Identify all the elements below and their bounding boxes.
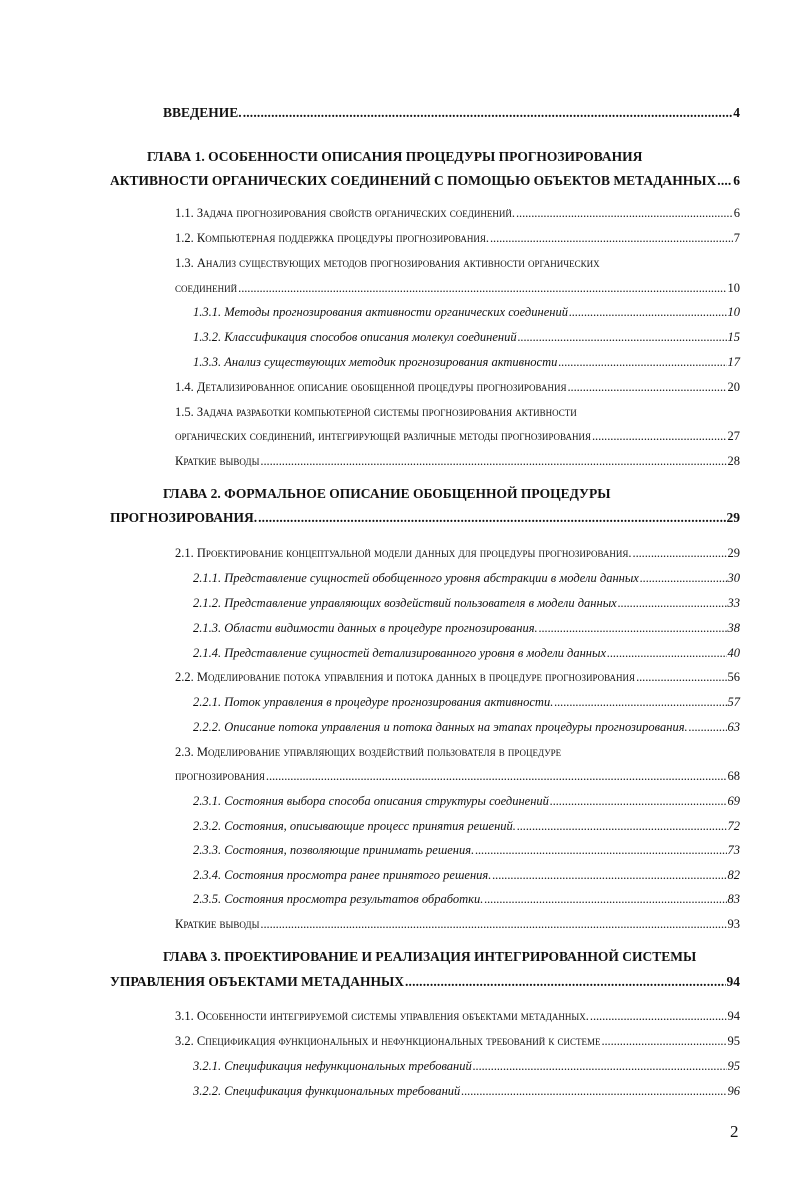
toc-entry-page: 95 <box>727 1034 740 1048</box>
dot-leader <box>258 509 725 527</box>
toc-entry[interactable] <box>193 644 740 662</box>
toc-entry[interactable] <box>193 594 740 612</box>
toc-entry-page: 7 <box>733 231 740 245</box>
toc-entry[interactable] <box>193 303 740 321</box>
toc-entry-title: соединений <box>175 281 238 295</box>
toc-entry-title: ГЛАВА 2. ФОРМАЛЬНОЕ ОПИСАНИЕ ОБОБЩЕННОЙ ПРОЦЕДУРЫ <box>163 486 611 501</box>
toc-entry[interactable] <box>175 378 740 396</box>
toc-entry-page: 17 <box>727 355 740 369</box>
toc-entry-title: 2.3. Моделирование управляющих воздействий пользователя в процедуре <box>175 745 562 759</box>
toc-entry-page: 10 <box>727 305 740 319</box>
toc-entry-page: 82 <box>727 868 740 882</box>
toc-entry-page: 72 <box>727 819 740 833</box>
dot-leader <box>636 668 726 686</box>
toc-entry[interactable] <box>175 915 740 933</box>
toc-entry[interactable] <box>193 1082 740 1100</box>
dot-leader <box>633 544 727 562</box>
toc-entry[interactable] <box>175 204 740 222</box>
toc-entry[interactable] <box>193 353 740 371</box>
toc-entry[interactable] <box>110 973 740 991</box>
toc-entry[interactable] <box>175 1007 740 1025</box>
toc-entry-title: 2.3.2. Состояния, описывающие процесс принятия решений. <box>193 819 516 833</box>
toc-entry[interactable] <box>175 743 561 761</box>
toc-entry[interactable] <box>193 792 740 810</box>
toc-entry-page: 63 <box>727 720 740 734</box>
dot-leader <box>516 204 733 222</box>
dot-leader <box>492 866 726 884</box>
toc-entry-title: УПРАВЛЕНИЯ ОБЪЕКТАМИ МЕТАДАННЫХ <box>110 974 404 989</box>
toc-entry[interactable] <box>163 948 696 966</box>
toc-entry[interactable] <box>175 403 577 421</box>
dot-leader <box>689 718 727 736</box>
toc-entry-title: 1.5. Задача разработки компьютерной системы прогнозирования активности <box>175 405 577 419</box>
toc-entry[interactable] <box>175 668 740 686</box>
toc-entry-title: 2.1.1. Представление сущностей обобщенного уровня абстракции в модели данных <box>193 571 639 585</box>
toc-entry-title: 2.3.3. Состояния, позволяющие принимать решения. <box>193 843 475 857</box>
toc-entry-title: ГЛАВА 1. ОСОБЕННОСТИ ОПИСАНИЯ ПРОЦЕДУРЫ ПРОГНОЗИРОВАНИЯ <box>147 149 643 164</box>
dot-leader <box>517 817 727 835</box>
toc-entry-title: 3.2.1. Спецификация нефункциональных требований <box>193 1059 472 1073</box>
dot-leader <box>717 172 732 190</box>
toc-entry-title: 2.1.4. Представление сущностей детализированного уровня в модели данных <box>193 646 607 660</box>
toc-entry[interactable] <box>175 279 740 297</box>
toc-entry-title: ГЛАВА 3. ПРОЕКТИРОВАНИЕ И РЕАЛИЗАЦИЯ ИНТЕГРИРОВАННОЙ СИСТЕМЫ <box>163 949 697 964</box>
dot-leader <box>569 303 727 321</box>
toc-entry-title: 2.2.2. Описание потока управления и потока данных на этапах процедуры прогнозирования. <box>193 720 688 734</box>
page-number: 2 <box>730 1122 739 1141</box>
toc-entry[interactable] <box>193 693 740 711</box>
toc-entry-title: 1.4. Детализированное описание обобщенной процедуры прогнозирования <box>175 380 567 394</box>
toc-entry-title: ВВЕДЕНИЕ. <box>163 105 242 120</box>
dot-leader <box>405 973 726 991</box>
toc-entry-title: 2.1.3. Области видимости данных в процедуре прогнозирования. <box>193 621 538 635</box>
toc-entry-page: 4 <box>733 105 740 120</box>
toc-entry[interactable] <box>193 718 740 736</box>
toc-entry[interactable] <box>193 866 740 884</box>
dot-leader <box>260 452 726 470</box>
toc-entry[interactable] <box>193 328 740 346</box>
toc-entry-title: 2.1.2. Представление управляющих воздействий пользователя в модели данных <box>193 596 617 610</box>
toc-entry-title: 2.2.1. Поток управления в процедуре прогнозирования активности. <box>193 695 554 709</box>
toc-entry-title: 3.2. Спецификация функциональных и нефункциональных требований к системе <box>175 1034 601 1048</box>
toc-entry[interactable] <box>163 104 740 122</box>
toc-entry[interactable] <box>110 172 740 190</box>
toc-entry-page: 69 <box>727 794 740 808</box>
toc-entry-page: 94 <box>726 974 740 989</box>
toc-entry-title: Краткие выводы <box>175 454 260 468</box>
toc-entry-title: органических соединений, интегрирующей различные методы прогнозирования <box>175 429 591 443</box>
dot-leader <box>618 594 727 612</box>
toc-entry[interactable] <box>193 817 740 835</box>
dot-leader <box>539 619 727 637</box>
toc-entry-page: 57 <box>727 695 740 709</box>
dot-leader <box>260 915 726 933</box>
toc-entry[interactable] <box>175 1032 740 1050</box>
toc-entry[interactable] <box>193 1057 740 1075</box>
dot-leader <box>567 378 726 396</box>
toc-entry-page: 29 <box>726 510 740 525</box>
dot-leader <box>640 569 727 587</box>
toc-entry-title: Краткие выводы <box>175 917 260 931</box>
toc-entry-title: 2.3.1. Состояния выбора способа описания структуры соединений <box>193 794 549 808</box>
dot-leader <box>558 353 726 371</box>
dot-leader <box>473 1057 727 1075</box>
toc-entry-title: 1.3. Анализ существующих методов прогнозирования активности органических <box>175 256 600 270</box>
toc-entry[interactable] <box>175 452 740 470</box>
toc-entry-page: 6 <box>733 173 740 188</box>
toc-entry-title: 3.2.2. Спецификация функциональных требований <box>193 1084 461 1098</box>
toc-entry-page: 33 <box>727 596 740 610</box>
toc-entry-page: 27 <box>727 429 740 443</box>
toc-entry-page: 20 <box>727 380 740 394</box>
dot-leader <box>243 104 733 122</box>
toc-entry-page: 30 <box>727 571 740 585</box>
toc-entry-title: ПРОГНОЗИРОВАНИЯ. <box>110 510 258 525</box>
toc-entry[interactable] <box>147 148 642 166</box>
toc-entry-page: 96 <box>727 1084 740 1098</box>
toc-entry-page: 15 <box>727 330 740 344</box>
dot-leader <box>592 427 727 445</box>
toc-entry-page: 29 <box>727 546 740 560</box>
toc-entry-title: 1.3.2. Классификация способов описания молекул соединений <box>193 330 517 344</box>
dot-leader <box>475 841 726 859</box>
dot-leader <box>490 229 733 247</box>
dot-leader <box>607 644 726 662</box>
toc-entry-title: 2.3.5. Состояния просмотра результатов обработки. <box>193 892 484 906</box>
dot-leader <box>550 792 727 810</box>
toc-entry-page: 10 <box>727 281 740 295</box>
toc-entry-title: АКТИВНОСТИ ОРГАНИЧЕСКИХ СОЕДИНЕНИЙ С ПОМОЩЬЮ ОБЪЕКТОВ МЕТАДАННЫХ <box>110 173 717 188</box>
toc-entry-page: 38 <box>727 621 740 635</box>
dot-leader <box>238 279 726 297</box>
toc-entry-title: 1.3.3. Анализ существующих методик прогнозирования активности <box>193 355 558 369</box>
toc-entry[interactable] <box>193 841 740 859</box>
toc-entry[interactable] <box>175 427 740 445</box>
toc-entry[interactable] <box>175 254 600 272</box>
toc-entry-title: 3.1. Особенности интегрируемой системы управления объектами метаданных. <box>175 1009 589 1023</box>
toc-entry-page: 40 <box>727 646 740 660</box>
toc-entry-title: 2.1. Проектирование концептуальной модели данных для процедуры прогнозирования. <box>175 546 632 560</box>
toc-entry-page: 95 <box>727 1059 740 1073</box>
toc-entry-page: 83 <box>727 892 740 906</box>
toc-entry-page: 73 <box>727 843 740 857</box>
toc-entry[interactable] <box>163 485 610 503</box>
toc-entry-page: 93 <box>727 917 740 931</box>
toc-entry-title: 2.2. Моделирование потока управления и потока данных в процедуре прогнозирования <box>175 670 636 684</box>
toc-entry-page: 56 <box>727 670 740 684</box>
dot-leader <box>484 890 726 908</box>
dot-leader <box>266 767 727 785</box>
toc-entry[interactable] <box>193 890 740 908</box>
toc-entry[interactable] <box>110 509 740 527</box>
dot-leader <box>601 1032 726 1050</box>
toc-entry-title: 1.1. Задача прогнозирования свойств органических соединений. <box>175 206 515 220</box>
toc-entry-title: 1.3.1. Методы прогнозирования активности органических соединений <box>193 305 568 319</box>
toc-entry-title: прогнозирования <box>175 769 265 783</box>
dot-leader <box>554 693 726 711</box>
toc-entry-title: 2.3.4. Состояния просмотра ранее принятого решения. <box>193 868 492 882</box>
dot-leader <box>590 1007 727 1025</box>
toc-entry[interactable] <box>175 229 740 247</box>
toc-entry-page: 68 <box>727 769 740 783</box>
toc-entry-title: 1.2. Компьютерная поддержка процедуры прогнозирования. <box>175 231 489 245</box>
toc-entry-page: 94 <box>727 1009 740 1023</box>
toc-entry-page: 6 <box>733 206 740 220</box>
toc-entry-page: 28 <box>727 454 740 468</box>
toc-entry[interactable] <box>175 544 740 562</box>
dot-leader <box>461 1082 726 1100</box>
toc-entry[interactable] <box>175 767 740 785</box>
toc-entry[interactable] <box>193 569 740 587</box>
dot-leader <box>518 328 727 346</box>
toc-entry[interactable] <box>193 619 740 637</box>
